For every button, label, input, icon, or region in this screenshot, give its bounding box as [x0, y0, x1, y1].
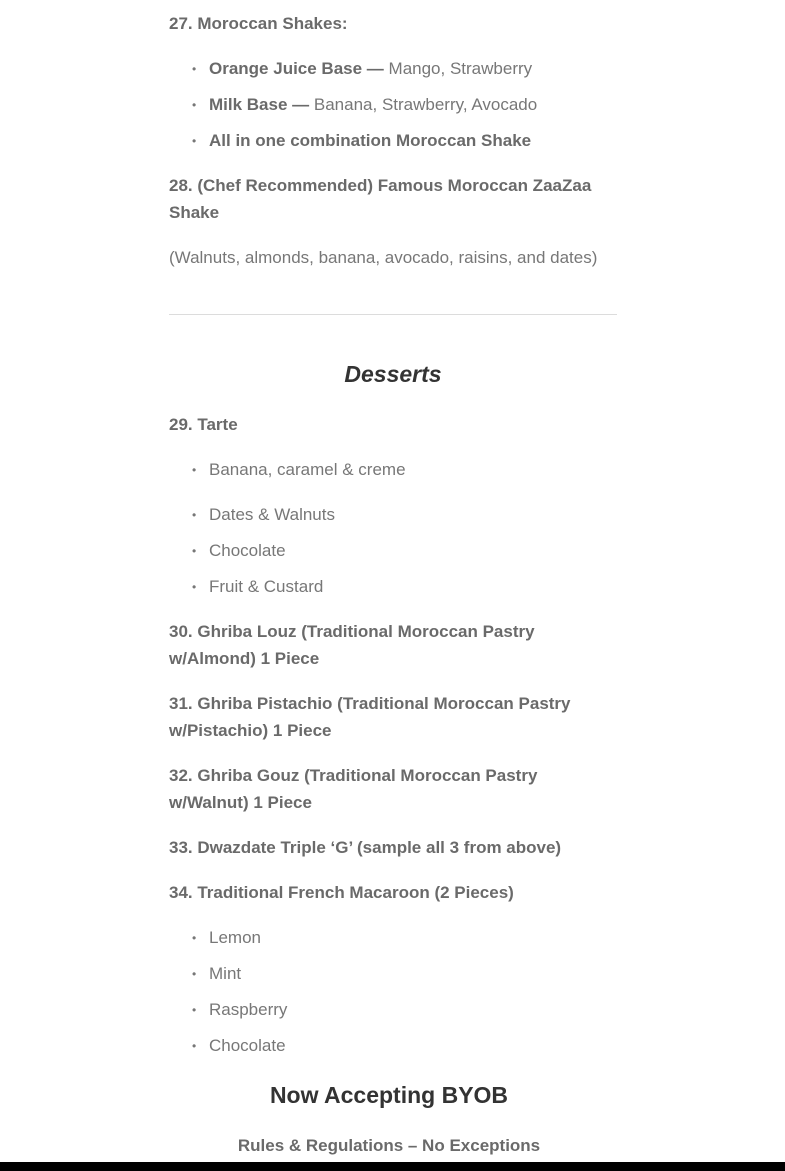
shakes-list: [169, 58, 617, 166]
macaroon-heading: 34. Traditional French Macaroon (2 Pieces): [169, 883, 514, 902]
byob-title: Now Accepting BYOB: [269, 1082, 509, 1108]
list-item: • Mint: [169, 963, 617, 999]
list-item: • Chocolate: [169, 540, 617, 576]
zaazaa-heading: 28. (Chef Recommended) Famous Moroccan ZaaZaa Shake: [169, 176, 592, 222]
desserts-title: Desserts: [344, 361, 442, 387]
shake-base-label: All in one combination Moroccan Shake: [209, 131, 532, 150]
section-divider: [169, 314, 617, 315]
list-item: • Raspberry: [169, 999, 617, 1035]
shake-base-flavors: Banana, Strawberry, Avocado: [309, 95, 538, 114]
shake-base-label: Orange Juice Base —: [209, 59, 384, 78]
ghriba-gouz-heading: 32. Ghriba Gouz (Traditional Moroccan Pastry w/Walnut) 1 Piece: [169, 766, 538, 812]
shakes-heading: 27. Moroccan Shakes:: [169, 14, 348, 33]
list-item: • Fruit & Custard: [169, 576, 617, 612]
list-item: • Lemon: [169, 927, 617, 963]
list-item: • Dates & Walnuts: [169, 504, 617, 540]
list-item: • Chocolate: [169, 1035, 617, 1071]
bottom-bar: [0, 1162, 785, 1171]
list-item: • Banana, caramel & creme: [169, 459, 617, 504]
shake-base-flavors: Mango, Strawberry: [383, 59, 533, 78]
ghriba-pistachio-heading: 31. Ghriba Pistachio (Traditional Moroccan Pastry w/Pistachio) 1 Piece: [169, 694, 571, 740]
ghriba-louz-heading: 30. Ghriba Louz (Traditional Moroccan Pastry w/Almond) 1 Piece: [169, 622, 535, 668]
zaazaa-ingredients: (Walnuts, almonds, banana, avocado, raisins, and dates): [169, 248, 598, 267]
macaroon-list: [169, 927, 617, 1071]
list-item: [169, 130, 617, 166]
tarte-list: [169, 459, 617, 612]
list-item: [169, 94, 617, 130]
list-item: [169, 58, 617, 94]
tarte-heading: 29. Tarte: [169, 415, 238, 434]
rules-link: Rules & Regulations – No Exceptions: [237, 1136, 541, 1155]
dwazdate-heading: 33. Dwazdate Triple ‘G’ (sample all 3 from above): [169, 838, 562, 857]
shake-base-label: Milk Base —: [209, 95, 310, 114]
